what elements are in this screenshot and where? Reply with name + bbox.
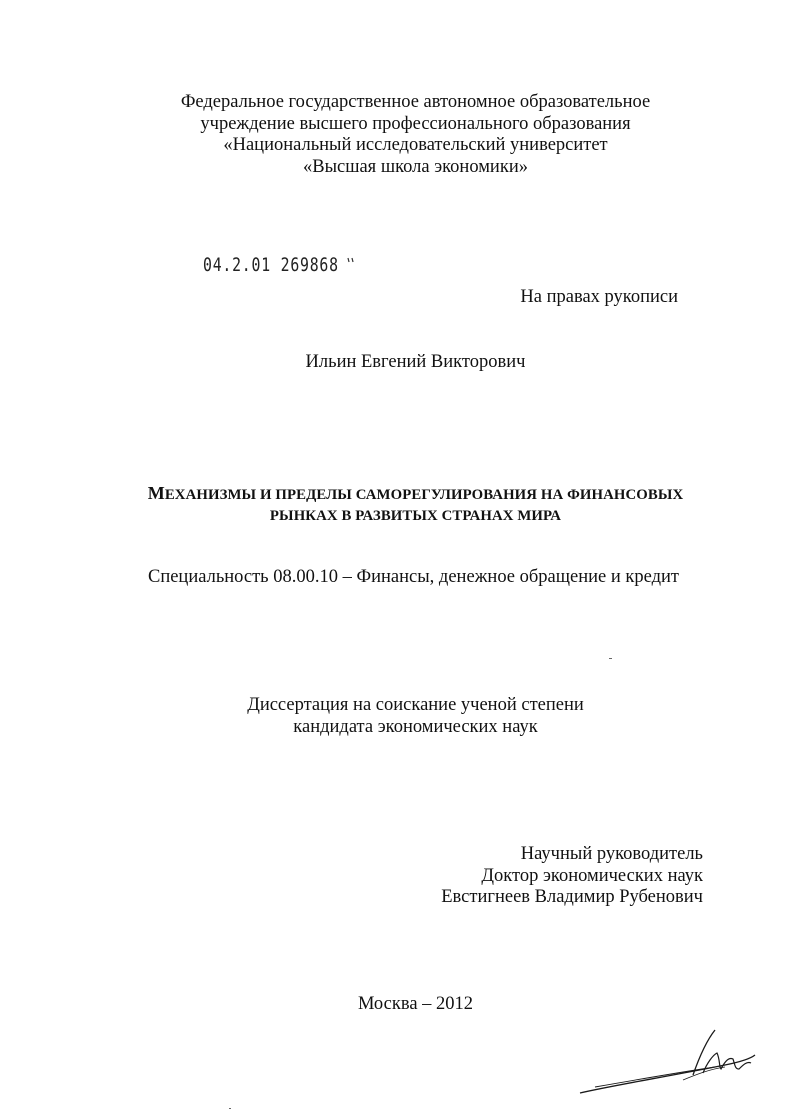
dissertation-line-2: кандидата экономических наук	[293, 716, 538, 737]
supervisor-role: Научный руководитель	[520, 844, 703, 864]
institution-line-2: учреждение высшего профессионального образования	[200, 113, 631, 134]
city-year: Москва – 2012	[357, 994, 474, 1014]
stamp-quote-mark	[346, 257, 356, 265]
scan-speck-bottom	[229, 1108, 231, 1109]
registration-stamp: 04.2.01 269868	[203, 254, 339, 276]
handwritten-signature	[575, 1025, 760, 1100]
title-initial: М	[147, 483, 165, 503]
dissertation-statement	[18, 695, 795, 738]
rights-note: На правах рукописи	[520, 287, 678, 307]
supervisor-name: Евстигнеев Владимир Рубенович	[441, 887, 703, 907]
institution-line-1: Федеральное государственное автономное образовательное	[180, 92, 651, 112]
title-line-1	[18, 483, 795, 506]
scan-speck	[609, 658, 612, 659]
author-name: Ильин Евгений Викторович	[305, 352, 526, 372]
specialty: Специальность 08.00.10 – Финансы, денежное обращение и кредит	[147, 567, 679, 587]
title-line-2: РЫНКАХ В РАЗВИТЫХ СТРАНАХ МИРА	[269, 508, 562, 524]
title-line-1-rest: ЕХАНИЗМЫ И ПРЕДЕЛЫ САМОРЕГУЛИРОВАНИЯ НА ФИНАНСОВЫХ	[164, 487, 684, 503]
thesis-title	[18, 483, 795, 527]
institution-line-3: «Национальный исследовательский университет	[223, 135, 608, 155]
institution-line-4: «Высшая школа экономики»	[303, 156, 528, 177]
institution-header	[18, 92, 795, 178]
dissertation-line-1: Диссертация на соискание ученой степени	[247, 695, 584, 715]
supervisor-degree: Доктор экономических наук	[481, 865, 703, 886]
supervisor-block	[441, 844, 703, 909]
